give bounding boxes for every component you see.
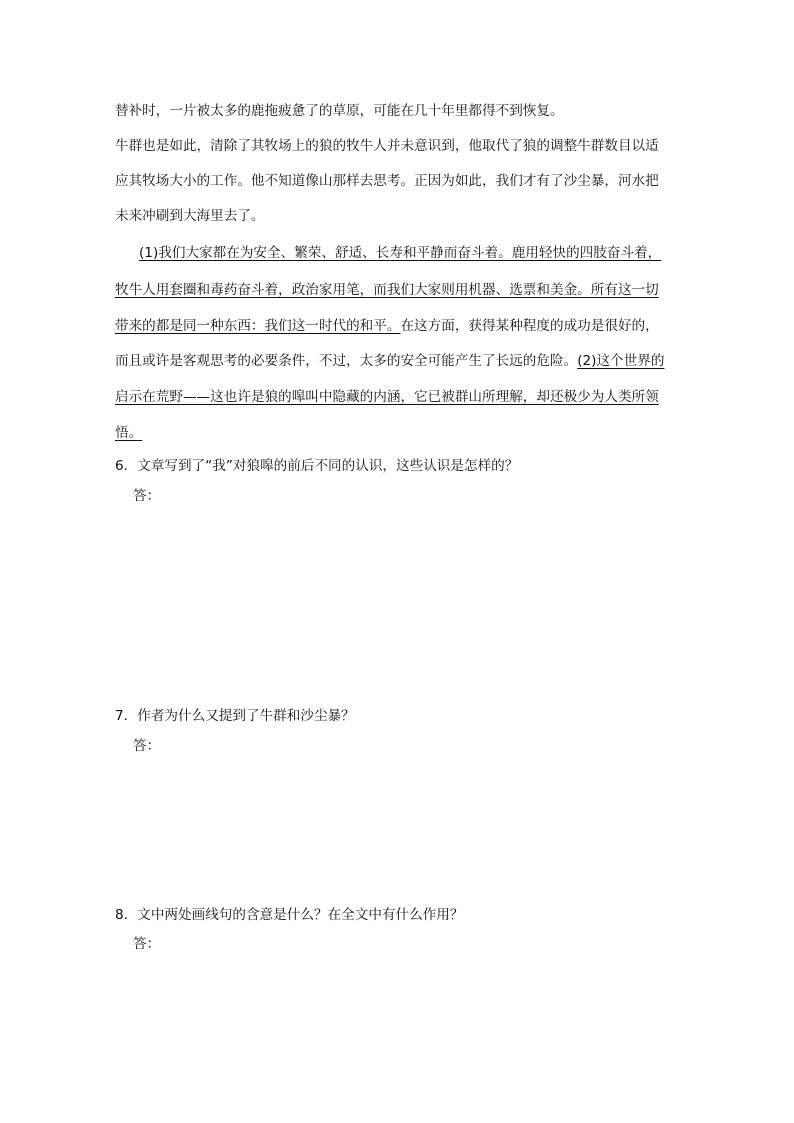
underlined-sentence: 悟。 xyxy=(115,425,143,441)
question-label: 8．文中两处画线句的含意是什么？在全文中有什么作用？ xyxy=(115,907,464,923)
question-label: 7．作者为什么又提到了牛群和沙尘暴？ xyxy=(115,708,355,724)
passage-line: 应其牧场大小的工作。他不知道像山那样去思考。正因为如此，我们才有了沙尘暴，河水把 xyxy=(115,173,659,189)
passage-line: 替补时，一片被太多的鹿拖疲惫了的草原，可能在几十年里都得不到恢复。 xyxy=(115,103,564,119)
underlined-sentence: (2)这个世界的 xyxy=(577,353,665,369)
answer-label: 答： xyxy=(133,738,161,754)
passage-line xyxy=(115,316,659,336)
underlined-sentence: 牧牛人用套圈和毒药奋斗着，政治家用笔，而我们大家则用机器、选票和美金。所有这一切 xyxy=(115,282,659,298)
passage-line: 未来冲刷到大海里去了。 xyxy=(115,208,265,224)
answer-label: 答： xyxy=(133,488,161,504)
passage-line xyxy=(115,351,664,371)
question-label: 6．文章写到了“我”对狼嗥的前后不同的认识，这些认识是怎样的？ xyxy=(115,458,519,474)
underlined-sentence: 带来的都是同一种东西：我们这一时代的和平。 xyxy=(115,318,401,334)
passage-line: 牛群也是如此，清除了其牧场上的狼的牧牛人并未意识到，他取代了狼的调整牛群数目以适 xyxy=(115,138,659,154)
underlined-sentence: 启示在荒野——这也许是狼的嗥叫中隐藏的内涵，它已被群山所理解，却还极少为人类所领 xyxy=(115,389,659,405)
passage-text: 而且或许是客观思考的必要条件，不过，太多的安全可能产生了长远的危险。 xyxy=(115,353,578,369)
passage-text: 在这方面，获得某种程度的成功是很好的， xyxy=(400,318,659,334)
answer-label: 答： xyxy=(133,936,161,952)
underlined-sentence: (1)我们大家都在为安全、繁荣、舒适、长寿和平静而奋斗着。鹿用轻快的四肢奋斗着， xyxy=(139,245,662,261)
